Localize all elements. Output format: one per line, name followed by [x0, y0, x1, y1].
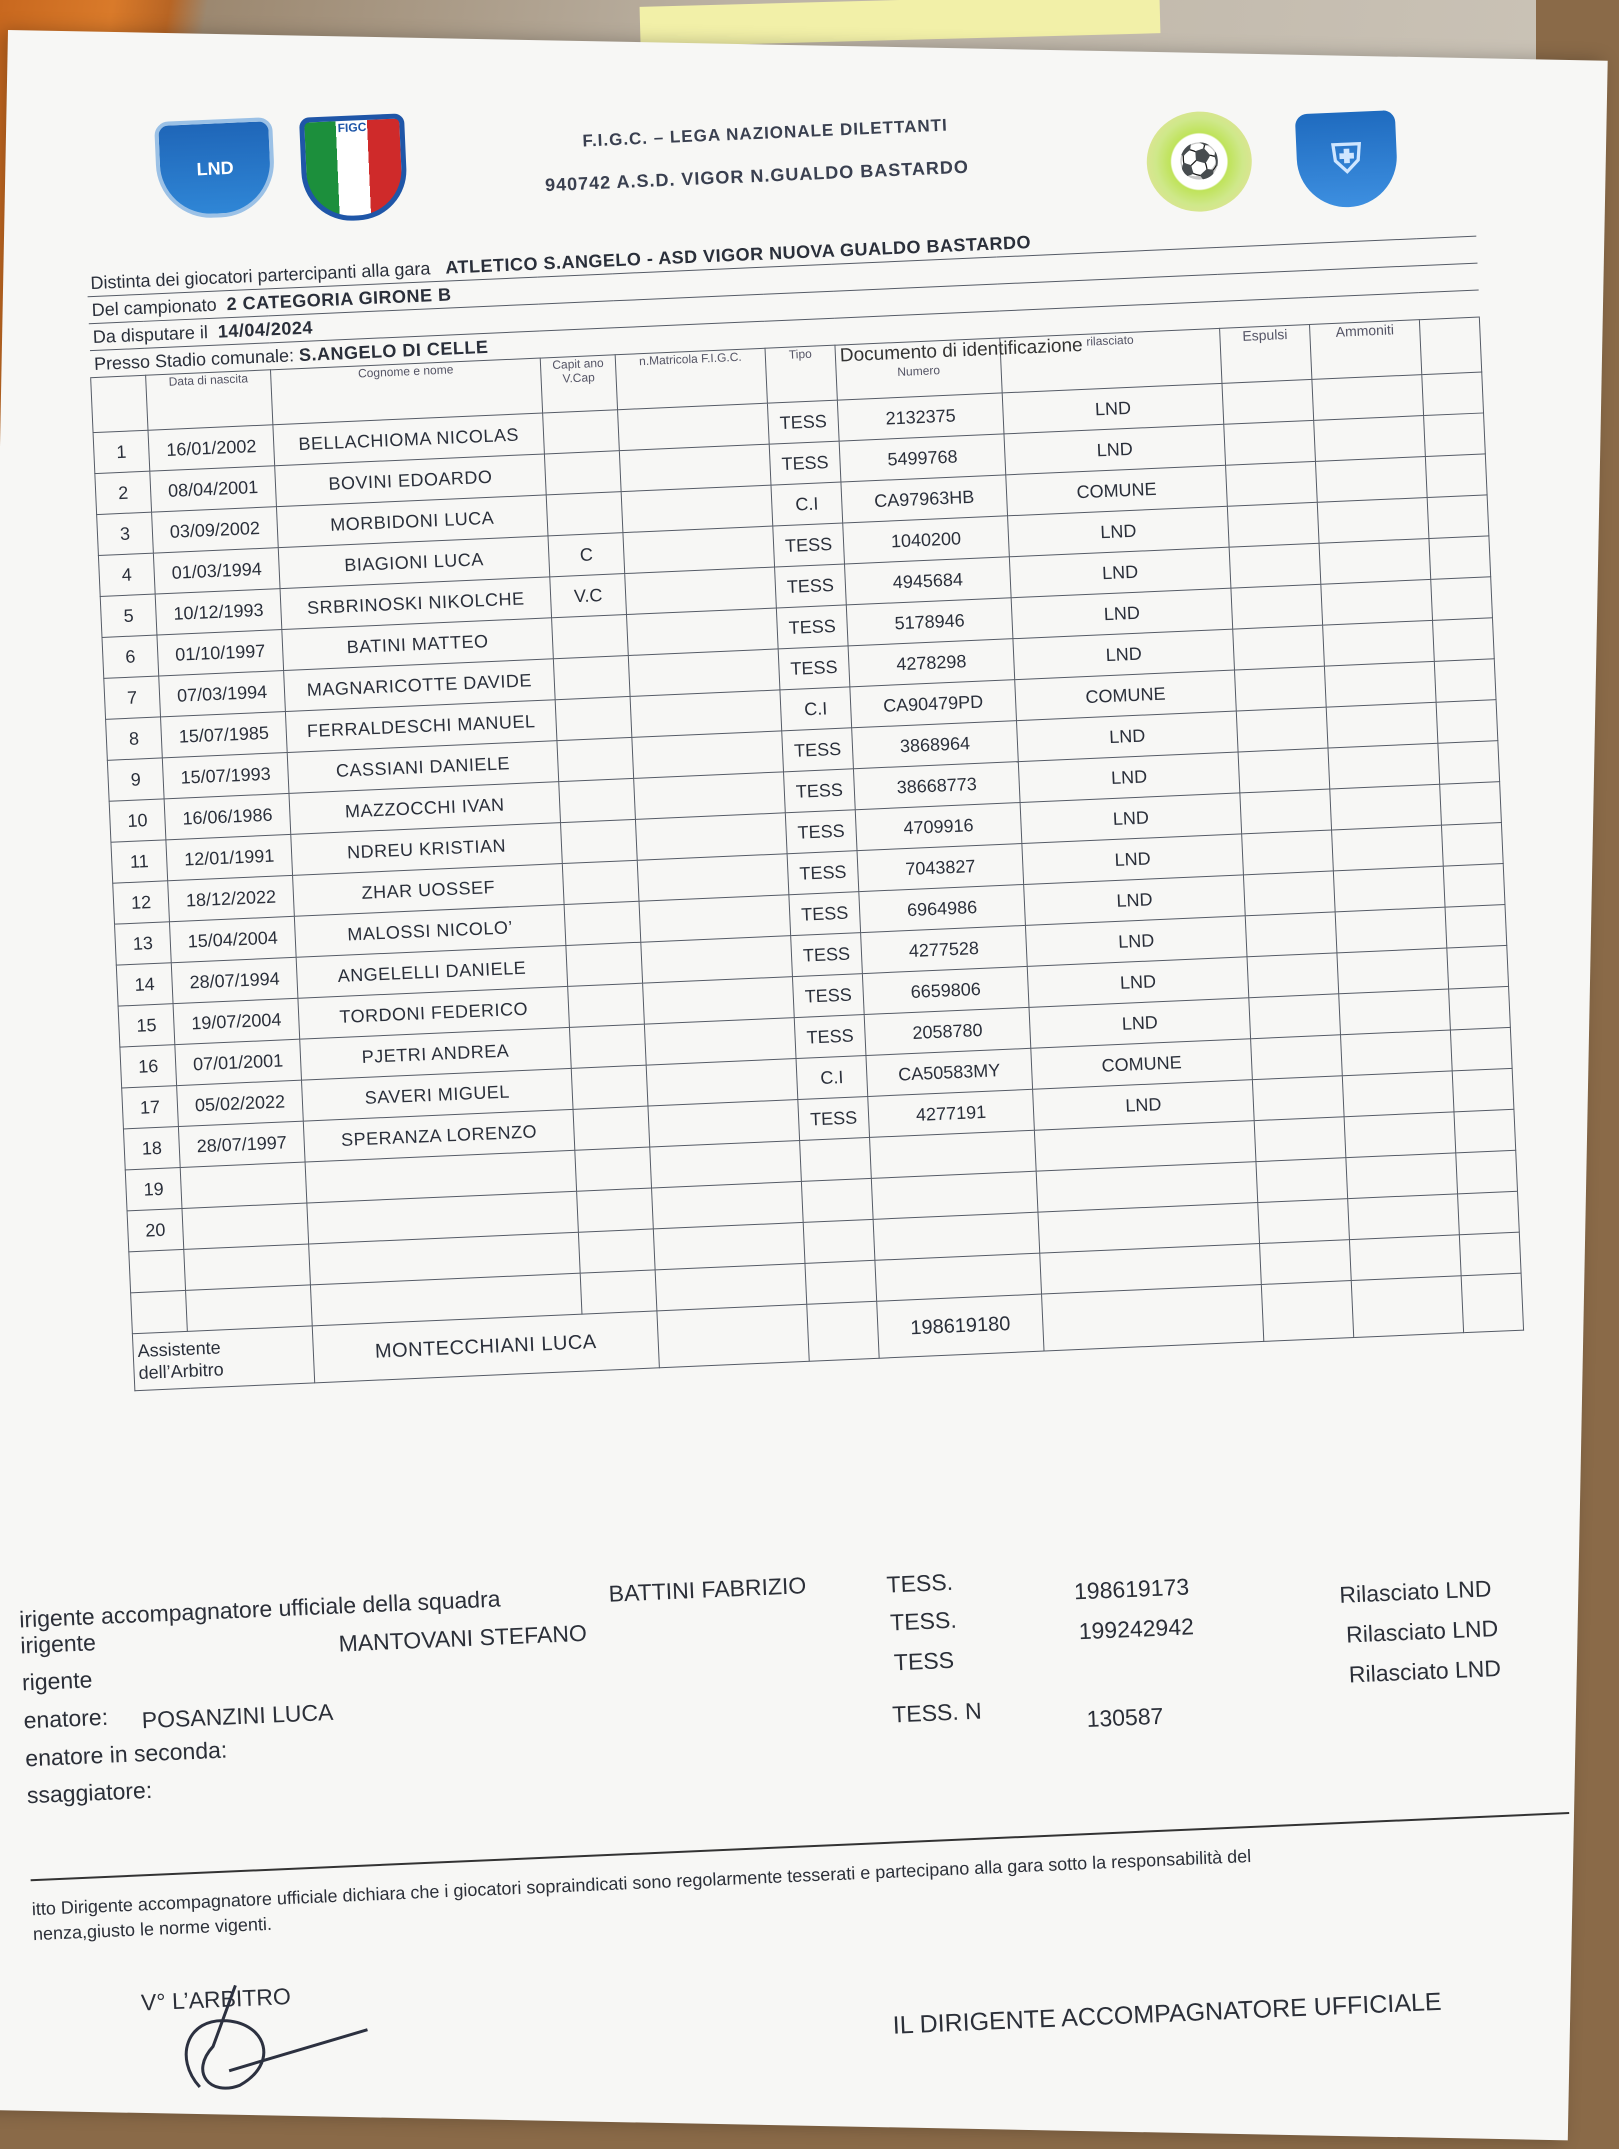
player-doc-type: TESS [776, 605, 848, 649]
player-doc-type: TESS [785, 810, 857, 854]
player-name: ANGELELLI DANIELE [296, 945, 568, 998]
player-doc-type: TESS [782, 728, 854, 772]
col-rilasciato: rilasciato [1000, 328, 1222, 393]
player-matricola [644, 1018, 796, 1066]
allenatore-seconda-label: enatore in seconda: [24, 1736, 228, 1772]
player-name: MORBIDONI LUCA [276, 495, 548, 548]
player-captain [544, 451, 621, 495]
player-doc-number: 1040200 [843, 516, 1010, 564]
player-matricola [635, 813, 787, 861]
player-espulsi [1234, 666, 1326, 711]
assistant-name: MONTECCHIANI LUCA [312, 1311, 659, 1383]
player-dob: 01/03/1994 [153, 548, 280, 594]
player-espulsi [1222, 379, 1314, 424]
allenatore-label: enatore: [23, 1703, 109, 1734]
player-captain [555, 696, 632, 740]
player-doc-number: 5178946 [846, 598, 1013, 646]
assistant-extra [1461, 1273, 1524, 1333]
player-doc-type: C.I [780, 687, 852, 731]
player-ammoniti [1346, 1153, 1458, 1199]
player-doc-type: C.I [771, 482, 843, 526]
player-espulsi [1238, 748, 1330, 793]
player-dob: 10/12/1993 [155, 589, 282, 635]
player-extra [1436, 700, 1498, 744]
player-doc-number: 5499768 [839, 434, 1006, 482]
date-value: 14/04/2024 [217, 316, 314, 342]
player-espulsi [1254, 1117, 1346, 1162]
assistant-espulsi [1261, 1281, 1353, 1342]
dirigente-ufficiale-num: 198619173 [1073, 1573, 1190, 1605]
player-doc-number: CA97963HB [841, 475, 1008, 523]
player-captain [557, 737, 634, 781]
player-doc-type: C.I [796, 1056, 868, 1100]
col-dob: Data di nascita [146, 370, 273, 430]
player-matricola [618, 403, 770, 451]
player-number: 4 [98, 553, 155, 596]
players-table [85, 210, 1524, 1392]
lnd-logo [154, 117, 276, 220]
dirigente-1-tipo: TESS. [889, 1606, 958, 1636]
player-doc-issuer: COMUNE [1031, 1039, 1253, 1090]
player-matricola [641, 936, 793, 984]
col-ammoniti: Ammoniti [1309, 320, 1421, 380]
col-captain: Capit ano V.Cap [540, 355, 617, 413]
player-captain [571, 1065, 648, 1109]
player-extra [1424, 413, 1486, 457]
venue-value: S.ANGELO DI CELLE [298, 336, 489, 365]
player-espulsi [1242, 830, 1334, 875]
player-ammoniti [1341, 1030, 1453, 1076]
player-captain [566, 942, 643, 986]
player-espulsi [1240, 789, 1332, 834]
player-captain [559, 778, 636, 822]
player-doc-issuer: LND [1029, 998, 1251, 1049]
player-matricola [648, 1100, 800, 1148]
dirigente-ufficiale-tipo: TESS. [885, 1568, 954, 1598]
col-number [91, 375, 148, 432]
player-captain [564, 901, 641, 945]
allenatore-tipo: TESS [893, 1646, 955, 1676]
player-doc-issuer: LND [1016, 711, 1238, 762]
player-number: 10 [109, 799, 166, 842]
player-dob: 12/01/1991 [166, 834, 293, 880]
player-dob: 18/12/2022 [168, 875, 295, 921]
player-number: 14 [116, 963, 173, 1006]
player-extra [1443, 864, 1505, 908]
player-doc-type: TESS [778, 646, 850, 690]
col-numero: Numero [897, 363, 941, 379]
player-captain [562, 860, 639, 904]
player-matricola [650, 1140, 802, 1188]
player-captain: C [548, 533, 625, 577]
player-doc-number: 2132375 [837, 393, 1004, 441]
allenatore-seconda-tipo: TESS. N [891, 1697, 983, 1728]
match-teams: ATLETICO S.ANGELO - ASD VIGOR NUOVA GUALDO BASTARDO [444, 231, 1032, 278]
venue-label: Presso Stadio comunale: [93, 344, 295, 374]
player-doc-number: 4945684 [844, 557, 1011, 605]
player-extra [1456, 1150, 1518, 1194]
assistant-number: 198619180 [877, 1294, 1044, 1358]
player-espulsi [1251, 1035, 1343, 1080]
dirigente-1-ril: Rilasciato LND [1345, 1614, 1499, 1648]
player-number: 12 [113, 881, 170, 924]
player-number: 16 [120, 1045, 177, 1088]
player-extra [1441, 823, 1503, 867]
player-name: FERRALDESCHI MANUEL [285, 700, 557, 753]
player-doc-issuer: LND [1002, 383, 1224, 434]
player-matricola [625, 567, 777, 615]
col-espulsi: Espulsi [1220, 324, 1312, 383]
player-dob: 28/07/1994 [171, 957, 298, 1003]
player-espulsi [1231, 584, 1323, 629]
player-doc-issuer: LND [1022, 834, 1244, 885]
player-doc-issuer: LND [1004, 424, 1226, 475]
player-extra [1433, 618, 1495, 662]
player-dob: 15/07/1985 [161, 712, 288, 758]
player-captain [561, 819, 638, 863]
player-extra [1449, 986, 1511, 1030]
player-captain: V.C [550, 574, 627, 618]
player-doc-number [871, 1171, 1038, 1219]
player-extra [1454, 1109, 1516, 1153]
player-espulsi [1229, 543, 1321, 588]
player-ammoniti [1321, 579, 1433, 625]
dirigente-1-num: 199242942 [1078, 1613, 1195, 1645]
allenatore-name: POSANZINI LUCA [141, 1698, 334, 1734]
dirigente-signature-label: IL DIRIGENTE ACCOMPAGNATORE UFFICIALE [892, 1987, 1443, 2040]
player-matricola [626, 608, 778, 656]
player-name: BATINI MATTEO [282, 618, 554, 671]
player-doc-issuer: LND [1020, 793, 1242, 844]
player-extra [1452, 1068, 1514, 1112]
player-dob: 05/02/2022 [177, 1080, 304, 1126]
player-espulsi [1236, 707, 1328, 752]
col-extra [1419, 317, 1481, 375]
player-ammoniti [1317, 497, 1429, 543]
player-doc-number: 6659806 [862, 966, 1029, 1014]
player-matricola [652, 1181, 804, 1229]
dirigente-1-name: MANTOVANI STEFANO [338, 1619, 588, 1657]
player-extra [1447, 945, 1509, 989]
player-number: 3 [97, 512, 154, 555]
player-extra [1434, 659, 1496, 703]
player-doc-issuer: LND [1018, 752, 1240, 803]
player-number: 1 [93, 430, 150, 473]
player-ammoniti [1339, 989, 1451, 1035]
player-doc-type [801, 1178, 873, 1222]
player-doc-type: TESS [767, 400, 839, 444]
player-name: MALOSSI NICOLO’ [294, 905, 566, 958]
player-name: BELLACHIOMA NICOLAS [273, 413, 545, 466]
player-captain [543, 410, 620, 454]
player-name: SPERANZA LORENZO [303, 1109, 575, 1162]
player-name: BOVINI EDOARDO [275, 454, 547, 507]
player-number: 2 [95, 471, 152, 514]
player-extra [1422, 372, 1484, 416]
player-matricola [619, 444, 771, 492]
disclaimer-line-1: itto Dirigente accompagnatore ufficiale dichiara che i giocatori sopraindicati sono regolarmente tesserati e partecipano alla gara sotto la responsabilità del [31, 1845, 1252, 1920]
dirigente-1-label: irigente [19, 1629, 97, 1659]
player-doc-number: 4277191 [868, 1089, 1035, 1137]
player-ammoniti [1337, 948, 1449, 994]
player-matricola [623, 526, 775, 574]
col-documento [835, 334, 1084, 400]
player-matricola [637, 854, 789, 902]
player-espulsi [1233, 625, 1325, 670]
player-name: PJETRI ANDREA [300, 1027, 572, 1080]
player-ammoniti [1335, 907, 1447, 953]
player-doc-issuer: LND [1033, 1080, 1255, 1131]
player-espulsi [1252, 1076, 1344, 1121]
player-number: 8 [106, 717, 163, 760]
player-doc-number: CA50583MY [866, 1048, 1033, 1096]
col-tipo: Tipo [765, 345, 837, 403]
player-ammoniti [1328, 743, 1440, 789]
player-espulsi [1245, 912, 1337, 957]
player-doc-type [800, 1137, 872, 1181]
player-extra [1427, 495, 1489, 539]
player-doc-type: TESS [787, 851, 859, 895]
player-dob: 07/01/2001 [175, 1039, 302, 1085]
player-doc-number: 6964986 [859, 884, 1026, 932]
player-captain [569, 1024, 646, 1068]
player-name: NDREU KRISTIAN [291, 823, 563, 876]
massaggiatore-label: ssaggiatore: [26, 1776, 153, 1809]
player-doc-number: 38668773 [853, 762, 1020, 810]
player-doc-type: TESS [773, 523, 845, 567]
player-number: 13 [115, 922, 172, 965]
assistant-label-2: dell’Arbitro [138, 1359, 225, 1384]
player-doc-number: 4277528 [861, 925, 1028, 973]
player-doc-type: TESS [792, 974, 864, 1018]
dirigente-ufficiale-name: BATTINI FABRIZIO [608, 1572, 807, 1607]
documento-title: Documento di identificazione [839, 334, 1084, 367]
player-doc-type: TESS [784, 769, 856, 813]
player-doc-type: TESS [798, 1096, 870, 1140]
player-number: 15 [118, 1004, 175, 1047]
player-number: 5 [100, 594, 157, 637]
player-captain [568, 983, 645, 1027]
player-captain [575, 1147, 652, 1191]
allenatore-ril: Rilasciato LND [1348, 1654, 1502, 1688]
player-matricola [628, 649, 780, 697]
player-dob: 16/01/2002 [148, 425, 275, 471]
player-number: 20 [127, 1208, 184, 1251]
signature-mark [165, 1972, 310, 2098]
player-ammoniti [1344, 1112, 1456, 1158]
player-number: 18 [123, 1127, 180, 1170]
figc-logo-text: FIGC [337, 119, 367, 136]
player-doc-number [870, 1130, 1037, 1178]
player-dob: 07/03/1994 [159, 671, 286, 717]
player-matricola [621, 485, 773, 533]
player-ammoniti [1323, 620, 1435, 666]
player-matricola [643, 977, 795, 1025]
player-doc-issuer: LND [1024, 875, 1246, 926]
player-doc-number: 4709916 [855, 803, 1022, 851]
figc-logo [299, 113, 408, 222]
player-dob: 03/09/2002 [152, 507, 279, 553]
player-espulsi [1249, 994, 1341, 1039]
disclaimer-line-2: nenza,giusto le norme vigenti. [32, 1913, 273, 1945]
player-espulsi [1224, 420, 1316, 465]
player-doc-type: TESS [775, 564, 847, 608]
federation-title: F.I.G.C. – LEGA NAZIONALE DILETTANTI [582, 115, 949, 151]
player-dob: 15/07/1993 [162, 752, 289, 798]
player-name: BIAGIONI LUCA [278, 536, 550, 589]
player-number: 17 [122, 1086, 179, 1129]
col-name: Cognome e nome [270, 358, 542, 425]
player-name: ZHAR UOSSEF [293, 864, 565, 917]
assistant-matricola [657, 1304, 809, 1367]
shield-logo: ⛨ [1295, 110, 1399, 209]
player-doc-type: TESS [794, 1015, 866, 1059]
campionato-label: Del campionato [91, 294, 218, 320]
player-number: 19 [125, 1168, 182, 1211]
player-ammoniti [1330, 784, 1442, 830]
lnd-logo-text: LND [196, 157, 235, 179]
player-matricola [639, 895, 791, 943]
player-captain [546, 492, 623, 536]
dirigente-ufficiale-ril: Rilasciato LND [1338, 1575, 1492, 1608]
player-matricola [630, 690, 782, 738]
club-title: 940742 A.S.D. VIGOR N.GUALDO BASTARDO [544, 156, 970, 196]
player-doc-number: CA90479PD [850, 680, 1017, 728]
player-dob: 01/10/1997 [157, 630, 284, 676]
player-espulsi [1227, 502, 1319, 547]
player-number: 9 [107, 758, 164, 801]
player-doc-issuer: LND [1027, 957, 1249, 1008]
allenatore-seconda-num: 130587 [1086, 1702, 1164, 1733]
assistant-tipo [807, 1301, 879, 1361]
player-ammoniti [1332, 825, 1444, 871]
player-captain [553, 655, 630, 699]
player-name: SAVERI MIGUEL [301, 1068, 573, 1121]
player-number: 7 [104, 676, 161, 719]
assistant-label-1: Assistente [137, 1337, 222, 1362]
player-number: 11 [111, 840, 168, 883]
player-doc-issuer: LND [1013, 629, 1235, 680]
player-espulsi [1247, 953, 1339, 998]
player-matricola [632, 731, 784, 779]
col-matricola: n.Matricola F.I.G.C. [615, 348, 767, 409]
player-doc-number: 4278298 [848, 639, 1015, 687]
player-ammoniti [1333, 866, 1445, 912]
player-ammoniti [1326, 702, 1438, 748]
player-espulsi [1256, 1158, 1348, 1203]
player-extra [1425, 454, 1487, 498]
player-dob: 16/06/1986 [164, 793, 291, 839]
player-captain [552, 615, 629, 659]
club-logo: ⚽ [1145, 109, 1254, 213]
player-name: CASSIANI DANIELE [287, 741, 559, 794]
player-captain [577, 1188, 654, 1232]
assistant-ril [1042, 1284, 1264, 1351]
player-extra [1431, 577, 1493, 621]
player-ammoniti [1314, 416, 1426, 462]
player-extra [1429, 536, 1491, 580]
player-doc-issuer: COMUNE [1006, 465, 1228, 516]
player-ammoniti [1342, 1071, 1454, 1117]
player-extra [1445, 904, 1507, 948]
player-doc-type: TESS [769, 441, 841, 485]
player-ammoniti [1324, 661, 1436, 707]
distinta-label: Distinta dei giocatori partercipanti alla gara [90, 257, 431, 293]
referee-signature-label: V° L’ARBITRO [140, 1983, 292, 2016]
player-name: MAGNARICOTTE DAVIDE [284, 659, 556, 712]
player-dob [180, 1162, 307, 1208]
match-sheet [0, 30, 1608, 2140]
player-number: 6 [102, 635, 159, 678]
dirigente-2-label: rigente [21, 1666, 93, 1696]
player-extra [1440, 782, 1502, 826]
date-label: Da disputare il [92, 321, 209, 347]
assistant-ammoniti [1351, 1276, 1463, 1338]
player-dob: 28/07/1997 [178, 1121, 305, 1167]
player-doc-number: 7043827 [857, 844, 1024, 892]
player-name: TORDONI FEDERICO [298, 986, 570, 1039]
player-extra [1450, 1027, 1512, 1071]
player-ammoniti [1315, 457, 1427, 503]
player-dob: 08/04/2001 [150, 466, 277, 512]
player-doc-number: 3868964 [852, 721, 1019, 769]
campionato-value: 2 CATEGORIA GIRONE B [226, 283, 452, 314]
player-doc-issuer: LND [1009, 547, 1231, 598]
player-captain [573, 1106, 650, 1150]
player-rows [93, 372, 1518, 1252]
player-doc-type: TESS [789, 892, 861, 936]
player-dob: 15/04/2004 [169, 916, 296, 962]
player-extra [1438, 741, 1500, 785]
player-espulsi [1243, 871, 1335, 916]
player-dob: 19/07/2004 [173, 998, 300, 1044]
player-matricola [634, 772, 786, 820]
player-espulsi [1226, 461, 1318, 506]
player-doc-type: TESS [791, 933, 863, 977]
player-doc-issuer: LND [1025, 916, 1247, 967]
player-dob [182, 1203, 309, 1249]
player-name: SRBRINOSKI NIKOLCHE [280, 577, 552, 630]
player-ammoniti [1319, 538, 1431, 584]
player-doc-issuer: LND [1008, 506, 1230, 557]
player-doc-number: 2058780 [864, 1007, 1031, 1055]
player-doc-issuer: COMUNE [1015, 670, 1237, 721]
assistant-label [132, 1326, 314, 1391]
dirigente-ufficiale-label: irigente accompagnatore ufficiale della squadra [18, 1585, 501, 1633]
player-doc-issuer: LND [1011, 588, 1233, 639]
player-ammoniti [1312, 375, 1424, 421]
player-matricola [646, 1059, 798, 1107]
player-name: MAZZOCCHI IVAN [289, 782, 561, 835]
